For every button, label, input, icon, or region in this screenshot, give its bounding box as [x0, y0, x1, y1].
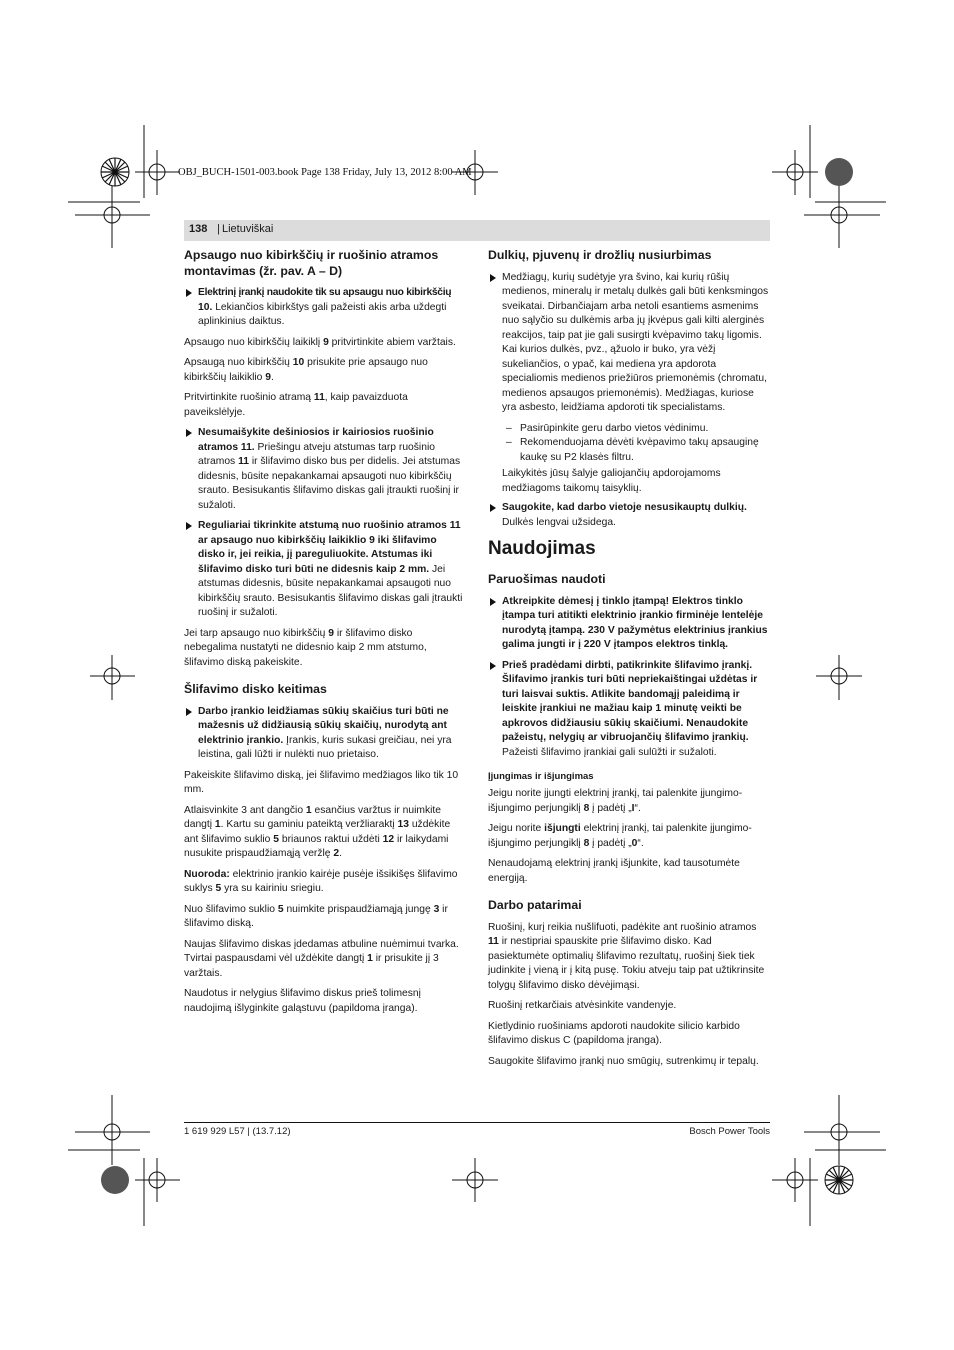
section-title-work-tips: Darbo patarimai — [488, 898, 582, 912]
paragraph: Jei tarp apsaugo nuo kibirkščių 9 ir šlifavimo disko nebegalima nustatyti ne didesnio kaip 2 mm atstumo, šlifavimo diską pakeiskite. — [184, 627, 427, 668]
warning-item: Medžiagų, kurių sudėtyje yra švino, kai kurių rūšių medienos, mineralų ir metalų dulkės gali būti kenksmingos sveikatai. Dirbančiajam arba netoli esantiems asmenims nuo sąlyčio su dulkėmis arba jų įkvėpus gali kilti alerginės reakcijos, taip pat jie gali susirgti kvėpavimo takų ligomis. Kai kurios dulkės, pvz., ąžuolo ir buko, yra vėžį sukeliančios, o ypač, kai mediena yra apdorota specialiomis medienos priežiūros priemonėmis (chromatu, medienos apsaugos priemonėmis). Medžiagas, kuriose yra asbesto, leidžiama apdoroti tik specialistams. — [488, 271, 770, 416]
page-header — [184, 220, 770, 241]
warning-item: Reguliariai tikrinkite atstumą nuo ruošinio atramos 11 ar apsaugo nuo kibirkščių laikiklio 9 iki šlifavimo disko ir, jei reikia, jį pareguliuokite. Atstumas iki šlifavimo disko turi būti ne didesnis kaip 2 mm. Jei atstumas didesnis, būsite nepakankamai apsaugoti nuo kibirkščių srauto. Besisukantis šlifavimo diskas gali įtraukti ruošinį ir sužaloti. — [184, 519, 466, 621]
subsection-title-switching: Įjungimas ir išjungimas — [488, 771, 594, 782]
footer-brand: Bosch Power Tools — [689, 1126, 770, 1137]
footer-document-code: 1 619 929 L57 | (13.7.12) — [184, 1126, 291, 1137]
paragraph: Pakeiskite šlifavimo diską, jei šlifavimo medžiagos liko tik 10 mm. — [184, 769, 459, 795]
warning-arrow-icon — [490, 662, 496, 670]
right-column — [488, 248, 770, 1075]
footer-rule — [184, 1122, 770, 1123]
warning-arrow-icon — [186, 289, 192, 297]
note-paragraph: Nuoroda: elektrinio įrankio kairėje pusėje išsikišęs šlifavimo suklys 5 yra su kairiniu sriegiu. — [184, 868, 458, 894]
section-title-disc-change: Šlifavimo disko keitimas — [184, 682, 327, 696]
warning-item: Nesumaišykite dešiniosios ir kairiosios ruošinio atramos 11. Priešingu atveju atstumas tarp ruošinio atramos 11 ir šlifavimo disko bus per didelis. Jei atstumas didesnis, būsite nepakankamai apsaugoti nuo kibirkščių srauto. Besisukantis šlifavimo diskas gali įtraukti ruošinį ir sužaloti. — [184, 426, 466, 513]
header-language: Lietuviškai — [222, 223, 274, 235]
warning-arrow-icon — [186, 429, 192, 437]
warning-arrow-icon — [490, 504, 496, 512]
paragraph: Apsaugo nuo kibirkščių laikiklį 9 pritvirtinkite abiem varžtais. — [184, 336, 456, 348]
section-title-preparation: Paruošimas naudoti — [488, 572, 606, 586]
paragraph: Nenaudojamą elektrinį įrankį išjunkite, kad tausotumėte energiją. — [488, 858, 740, 884]
page-number: 138 — [189, 223, 208, 235]
paragraph: Naudotus ir nelygius šlifavimo diskus prieš tolimesnį naudojimą išlyginkite galąstuvu (papildoma įranga). — [184, 988, 421, 1014]
left-column — [184, 248, 466, 1022]
warning-arrow-icon — [490, 598, 496, 606]
dash-list-item: – Pasirūpinkite geru darbo vietos vėdinimu. — [506, 422, 709, 434]
warning-item: Prieš pradėdami dirbti, patikrinkite šlifavimo įrankį. Šlifavimo įrankis turi būti nepriekaištingai uždėtas ir turi laisvai suktis. Atlikite bandomąjį paleidimą ir leiskite įrankiui ne mažiau kaip 1 minutę veikti be apkrovos didžiausiu sūkių skaičiumi. Nenaudokite pažeistų, nelygių ar vibruojančių šlifavimo įrankių. Pažeisti šlifavimo įrankiai gali sulūžti ir sužaloti. — [488, 659, 770, 761]
warning-arrow-icon — [186, 522, 192, 530]
chapter-title: Naudojimas — [488, 538, 596, 559]
paragraph: Nuo šlifavimo suklio 5 nuimkite prispaudžiamąją jungę 3 ir šlifavimo diską. — [184, 903, 448, 929]
section-title-spark-guard: Apsaugo nuo kibirkščių ir ruošinio atramos montavimas (žr. pav. A – D) — [184, 248, 439, 278]
warning-item: Saugokite, kad darbo vietoje nesusikauptų dulkių. Dulkės lengvai užsidega. — [488, 501, 770, 530]
paragraph: Apsaugą nuo kibirkščių 10 prisukite prie apsaugo nuo kibirkščių laikiklio 9. — [184, 357, 428, 383]
warning-arrow-icon — [186, 708, 192, 716]
paragraph: Atlaisvinkite 3 ant dangčio 1 esančius varžtus ir nuimkite dangtį 1. Kartu su gaminiu pateiktą veržliaraktį 13 uždėkite ant šlifavimo suklio 5 briaunos raktui uždėti 12 ir laikydami nusukite prispaudžiamąją veržlę 2. — [184, 804, 451, 859]
paragraph: Naujas šlifavimo diskas įdedamas atbuline nuėmimui tvarka. Tvirtai paspausdami vėl uždėkite dangtį 1 ir prisukite jį 3 varžtais. — [184, 938, 459, 979]
header-separator: | — [217, 223, 220, 235]
paragraph: Jeigu norite išjungti elektrinį įrankį, tai palenkite įjungimo-išjungimo perjungiklį 8 į padėtį „0“. — [488, 823, 752, 849]
paragraph: Laikykitės jūsų šalyje galiojančių apdorojamoms medžiagoms taikomų taisyklių. — [502, 468, 721, 494]
paragraph: Saugokite šlifavimo įrankį nuo smūgių, sutrenkimų ir tepalų. — [488, 1055, 759, 1067]
dash-list-item: – Rekomenduojama dėvėti kvėpavimo takų apsauginę kaukę su P2 klasės filtru. — [506, 437, 759, 463]
warning-item: Darbo įrankio leidžiamas sūkių skaičius turi būti ne mažesnis už didžiausią sūkių skaičių, nurodytą ant elektrinio įrankio. Įrankis, kuris sukasi greičiau, nei yra leistina, gali lūžti ir nulėkti nuo prietaiso. — [184, 705, 466, 763]
print-slug: OBJ_BUCH-1501-003.book Page 138 Friday, July 13, 2012 8:00 AM — [178, 167, 472, 178]
paragraph: Ruošinį retkarčiais atvėsinkite vandenyje. — [488, 1000, 677, 1011]
section-title-dust-extraction: Dulkių, pjuvenų ir drožlių nusiurbimas — [488, 248, 712, 262]
warning-item: Atkreipkite dėmesį į tinklo įtampą! Elektros tinklo įtampa turi atitikti elektrinio įrankio firminėje lentelėje nurodytą įtampą. 230 V pažymėtus elektrinius įrankius galima jungti ir į 220 V įtampos elektros tinklą. — [488, 595, 770, 653]
paragraph: Kietlydinio ruošiniams apdoroti naudokite silicio karbido šlifavimo diskus C (papildoma įranga). — [488, 1020, 740, 1046]
paragraph: Jeigu norite įjungti elektrinį įrankį, tai palenkite įjungimo-išjungimo perjungiklį 8 į padėtį „I“. — [488, 788, 743, 814]
paragraph: Pritvirtinkite ruošinio atramą 11, kaip pavaizduota paveikslėlyje. — [184, 392, 408, 418]
paragraph: Ruošinį, kurį reikia nušlifuoti, padėkite ant ruošinio atramos 11 ir nestipriai spauskite prie šlifavimo disko. Kad pasiektumėte optimalių šlifavimo rezultatų, ruošinį šiek tiek judinkite į vieną ir į kitą pusę. Tokiu atveju taip pat užtikrinsite tolygų šlifavimo disko dėvėjimąsi. — [488, 921, 765, 991]
warning-arrow-icon — [490, 274, 496, 282]
warning-item: Elektrinį įrankį naudokite tik su apsaugu nuo kibirkščių 10. Lekiančios kibirkštys gali pažeisti akis arba uždegti aplinkinius daiktus. — [184, 286, 466, 330]
